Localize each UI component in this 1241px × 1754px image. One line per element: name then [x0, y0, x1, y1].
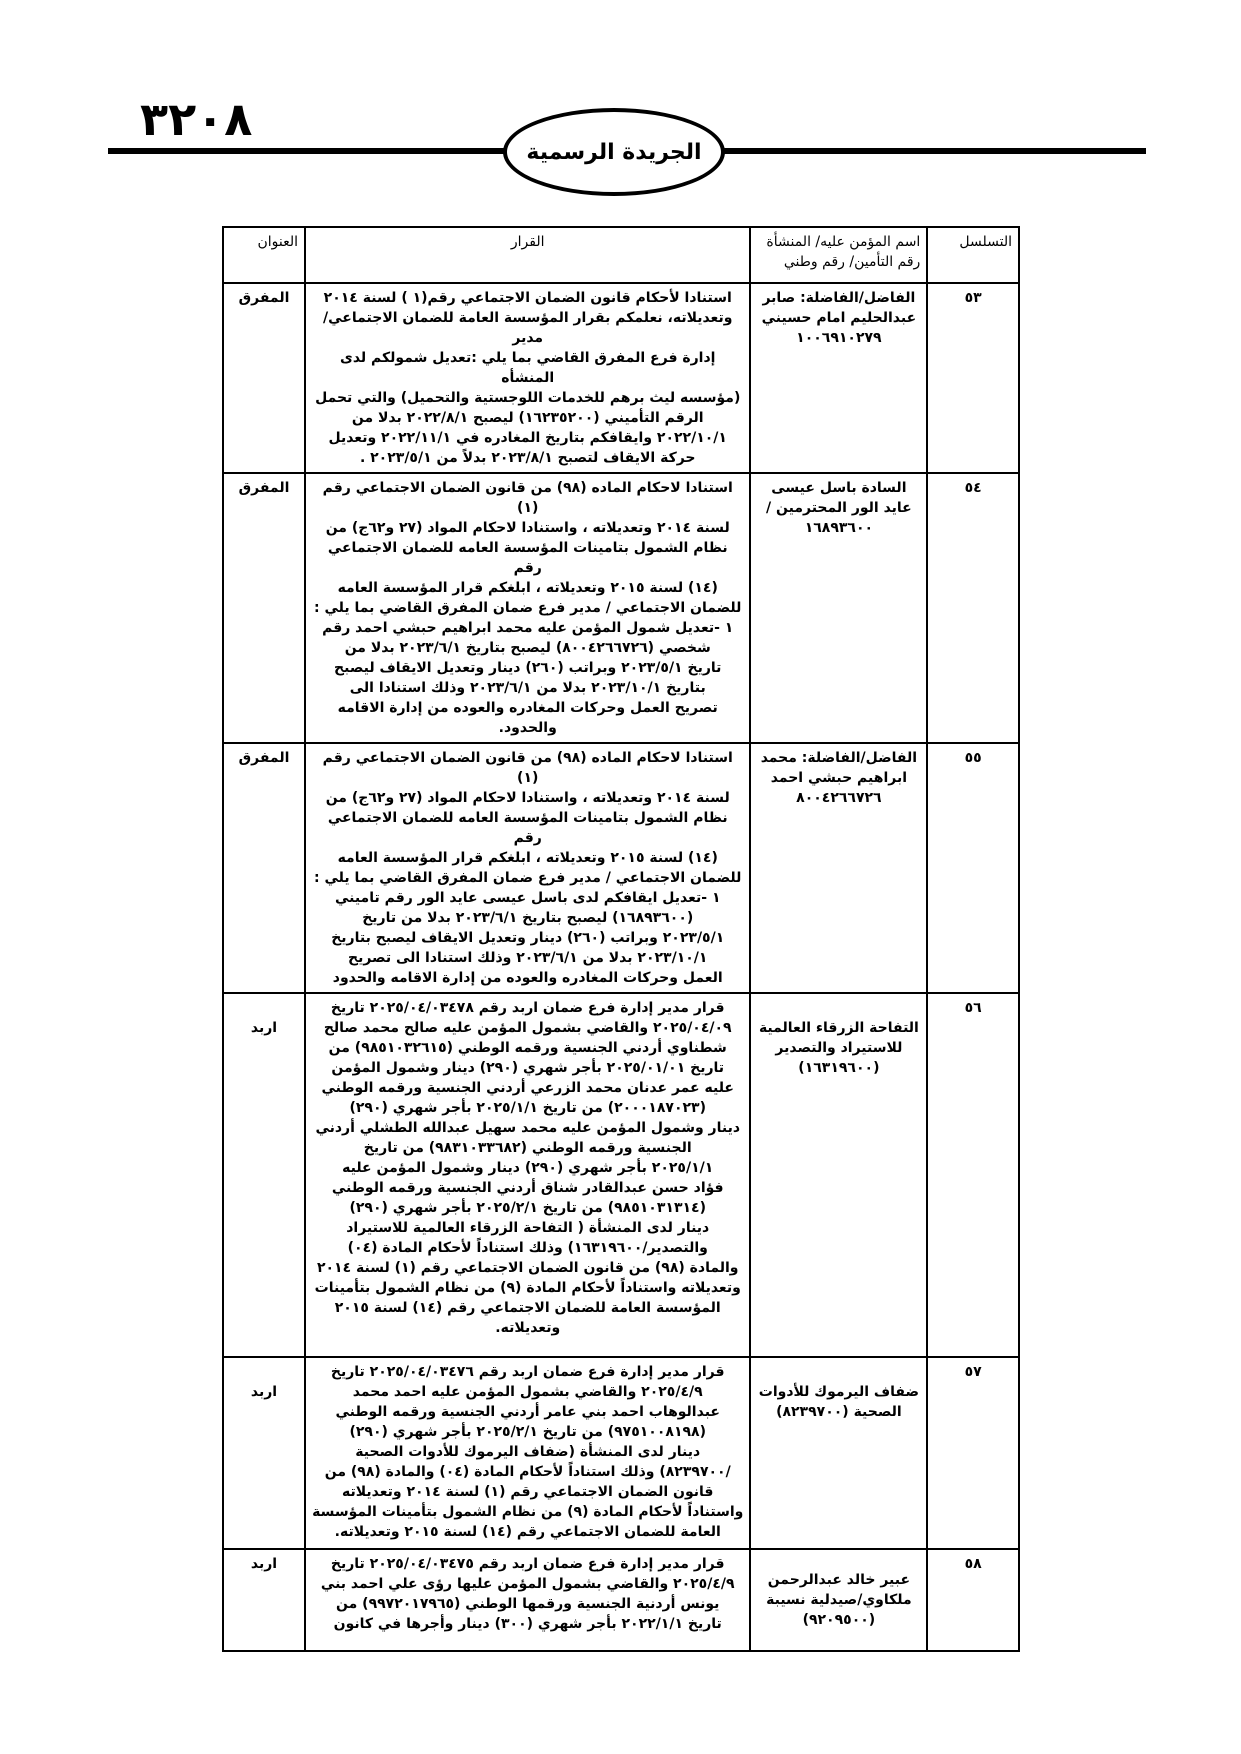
- table-row: [223, 1357, 1019, 1549]
- header-decision: القرار: [305, 227, 750, 283]
- row-serial: ٥٨: [927, 1549, 1019, 1651]
- row-decision: استنادا لاحكام الماده (٩٨) من قانون الضمان الاجتماعي رقم (١) لسنة ٢٠١٤ وتعديلاته ، واستنادا لاحكام المواد (٢٧ و٦٢ج) من نظام الشمول بتامينات المؤسسة العامه للضمان الاجتماعي رقم (١٤) لسنة ٢٠١٥ وتعديلاته ، ابلغكم قرار المؤسسة العامه للضمان الاجتماعي / مدير فرع ضمان المفرق القاضي بما يلي : ١ -تعديل ايقافكم لدى باسل عيسى عايد الور رقم تاميني (١٦٨٩٣٦٠٠) ليصبح بتاريخ ٢٠٢٣/٦/١ بدلا من تاريخ ٢٠٢٣/٥/١ وبراتب (٢٦٠) دينار وتعديل الايقاف ليصبح بتاريخ ٢٠٢٣/١٠/١ بدلا من ٢٠٢٣/٦/١ وذلك استنادا الى تصريح العمل وحركات المغادره والعوده من إدارة الاقامه والحدود: [305, 743, 750, 993]
- row-address: المفرق: [223, 283, 305, 473]
- row-name: عبير خالد عبدالرحمن ملكاوي/صيدلية نسيبة (٩٢٠٩٥٠٠): [750, 1549, 927, 1651]
- table-row: [223, 743, 1019, 993]
- page-number: ٣٢٠٨: [140, 92, 253, 146]
- row-decision: استنادا لاحكام الماده (٩٨) من قانون الضمان الاجتماعي رقم (١) لسنة ٢٠١٤ وتعديلاته ، واستنادا لاحكام المواد (٢٧ و٦٢ج) من نظام الشمول بتامينات المؤسسة العامه للضمان الاجتماعي رقم (١٤) لسنة ٢٠١٥ وتعديلاته ، ابلغكم قرار المؤسسة العامه للضمان الاجتماعي / مدير فرع ضمان المفرق القاضي بما يلي : ١ -تعديل شمول المؤمن عليه محمد ابراهيم حبشي احمد رقم شخصي (٨٠٠٤٢٦٦٧٢٦) ليصبح بتاريخ ٢٠٢٣/٦/١ بدلا من تاريخ ٢٠٢٣/٥/١ وبراتب (٢٦٠) دينار وتعديل الايقاف ليصبح بتاريخ ٢٠٢٣/١٠/١ بدلا من ٢٠٢٣/٦/١ وذلك استنادا الى تصريح العمل وحركات المغادره والعوده من إدارة الاقامه والحدود.: [305, 473, 750, 743]
- header-rule-right: [724, 148, 1146, 154]
- decisions-table: [222, 226, 1020, 1652]
- table-row: [223, 283, 1019, 473]
- row-decision: استنادا لأحكام قانون الضمان الاجتماعي رقم(١ ) لسنة ٢٠١٤ وتعديلاته، نعلمكم بقرار المؤسسة العامة للضمان الاجتماعي/مدير إدارة فرع المفرق القاضي بما يلي :تعديل شمولكم لدى المنشأه (مؤسسه ليث برهم للخدمات اللوجستية والتحميل) والتي تحمل الرقم التأميني (١٦٢٣٥٢٠٠) ليصبح ٢٠٢٢/٨/١ بدلا من ٢٠٢٢/١٠/١ وايقافكم بتاريخ المغادره في ٢٠٢٢/١١/١ وتعديل حركة الايقاف لتصبح ٢٠٢٣/٨/١ بدلاً من ٢٠٢٣/٥/١ .: [305, 283, 750, 473]
- row-address: المفرق: [223, 743, 305, 993]
- table-row: [223, 1549, 1019, 1651]
- row-serial: ٥٧: [927, 1357, 1019, 1549]
- row-name: الفاضل/الفاضلة: محمد ابراهيم حبشي احمد ٨٠٠٤٢٦٦٧٢٦: [750, 743, 927, 993]
- row-address: المفرق: [223, 473, 305, 743]
- row-name: ضفاف اليرموك للأدوات الصحية (٨٢٣٩٧٠٠): [750, 1357, 927, 1549]
- row-decision: قرار مدير إدارة فرع ضمان اربد رقم ٢٠٢٥/٠٤/٠٣٤٧٥ تاريخ ٢٠٢٥/٤/٩ والقاضي بشمول المؤمن عليها رؤى علي احمد بني يونس أردنية الجنسية ورقمها الوطني (٩٩٧٢٠١٧٩٦٥) من تاريخ ٢٠٢٢/١/١ بأجر شهري (٣٠٠) دينار وأجرها في كانون: [305, 1549, 750, 1651]
- table-header-row: [223, 227, 1019, 283]
- row-address: اربد: [223, 1357, 305, 1549]
- table-row: [223, 473, 1019, 743]
- row-address: اربد: [223, 1549, 305, 1651]
- row-decision: قرار مدير إدارة فرع ضمان اربد رقم ٢٠٢٥/٠٤/٠٣٤٧٨ تاريخ ٢٠٢٥/٠٤/٠٩ والقاضي بشمول المؤمن عليه صالح محمد صالح شطناوي أردني الجنسية ورقمه الوطني (٩٨٥١٠٣٢٦١٥) من تاريخ ٢٠٢٥/٠١/٠١ بأجر شهري (٢٩٠) دينار وشمول المؤمن عليه عمر عدنان محمد الزرعي أردني الجنسية ورقمه الوطني (٢٠٠٠١٨٧٠٢٣) من تاريخ ٢٠٢٥/١/١ بأجر شهري (٢٩٠) دينار وشمول المؤمن عليه محمد سهيل عبدالله الطشلي أردني الجنسية ورقمه الوطني (٩٨٣١٠٣٣٦٨٢) من تاريخ ٢٠٢٥/١/١ بأجر شهري (٢٩٠) دينار وشمول المؤمن عليه فؤاد حسن عبدالقادر شناق أردني الجنسية ورقمه الوطني (٩٨٥١٠٣١٣١٤) من تاريخ ٢٠٢٥/٢/١ بأجر شهري (٢٩٠) دينار لدى المنشأة ( التفاحة الزرقاء العالمية للاستيراد والتصدير/١٦٣١٩٦٠٠) وذلك استناداً لأحكام المادة (٠٤) والمادة (٩٨) من قانون الضمان الاجتماعي رقم (١) لسنة ٢٠١٤ وتعديلاته واستناداً لأحكام المادة (٩) من نظام الشمول بتأمينات المؤسسة العامة للضمان الاجتماعي رقم (١٤) لسنة ٢٠١٥ وتعديلاته.: [305, 993, 750, 1357]
- row-serial: ٥٣: [927, 283, 1019, 473]
- gazette-title: الجريدة الرسمية: [526, 139, 702, 165]
- row-serial: ٥٦: [927, 993, 1019, 1357]
- row-address: اربد: [223, 993, 305, 1357]
- header-rule-left: [108, 148, 506, 154]
- header-name: اسم المؤمن عليه/ المنشأة رقم التأمين/ رقم وطني: [750, 227, 927, 283]
- row-serial: ٥٤: [927, 473, 1019, 743]
- row-name: الفاضل/الفاضلة: صابر عبدالحليم امام حسيني ١٠٠٦٩١٠٢٧٩: [750, 283, 927, 473]
- table-row: [223, 993, 1019, 1357]
- row-name: السادة باسل عيسى عايد الور المحترمين / ١٦٨٩٣٦٠٠: [750, 473, 927, 743]
- header-serial: التسلسل: [927, 227, 1019, 283]
- header-address: العنوان: [223, 227, 305, 283]
- gazette-title-oval: [503, 108, 725, 196]
- row-decision: قرار مدير إدارة فرع ضمان اربد رقم ٢٠٢٥/٠٤/٠٣٤٧٦ تاريخ ٢٠٢٥/٤/٩ والقاضي بشمول المؤمن عليه احمد محمد عبدالوهاب احمد بني عامر أردني الجنسية ورقمه الوطني (٩٧٥١٠٠٨١٩٨) من تاريخ ٢٠٢٥/٢/١ بأجر شهري (٢٩٠) دينار لدى المنشأة (ضفاف اليرموك للأدوات الصحية /٨٢٣٩٧٠٠) وذلك استناداً لأحكام المادة (٠٤) والمادة (٩٨) من قانون الضمان الاجتماعي رقم (١) لسنة ٢٠١٤ وتعديلاته واستناداً لأحكام المادة (٩) من نظام الشمول بتأمينات المؤسسة العامة للضمان الاجتماعي رقم (١٤) لسنة ٢٠١٥ وتعديلاته.: [305, 1357, 750, 1549]
- row-serial: ٥٥: [927, 743, 1019, 993]
- row-name: التفاحة الزرقاء العالمية للاستيراد والتصدير (١٦٣١٩٦٠٠): [750, 993, 927, 1357]
